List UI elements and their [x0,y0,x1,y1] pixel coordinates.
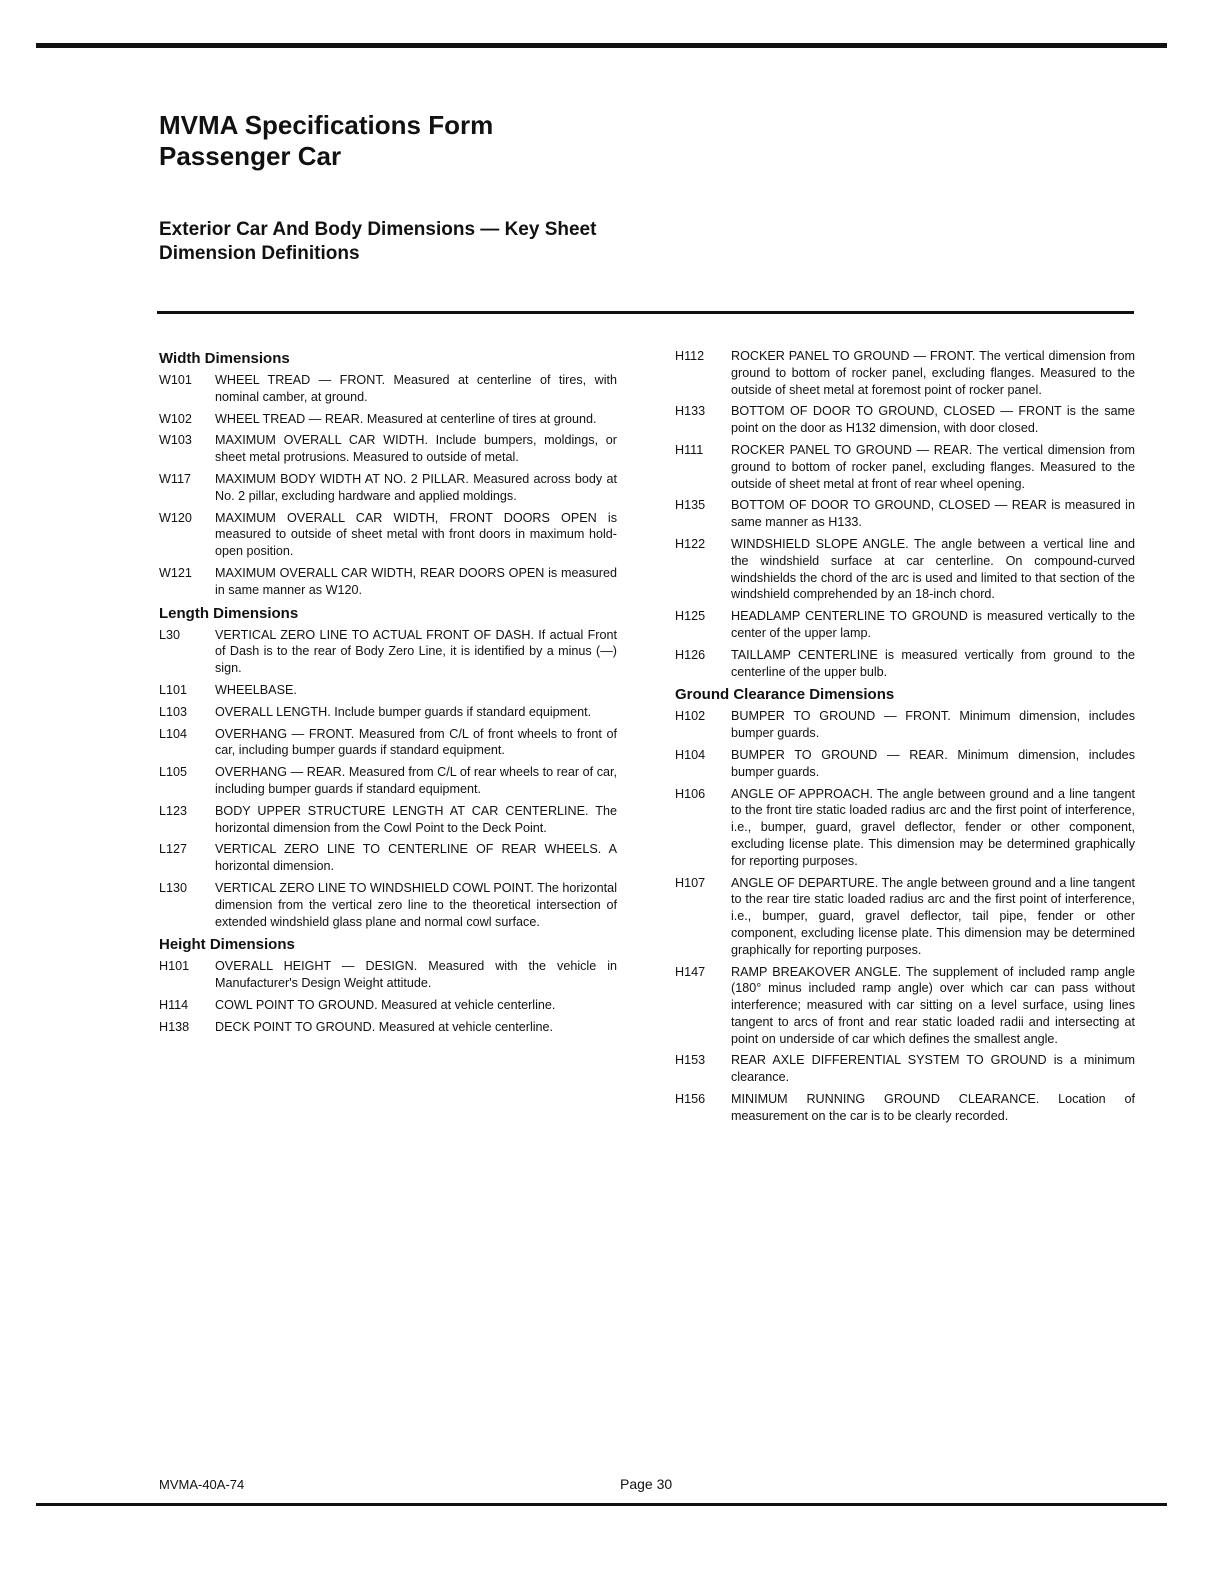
dimension-code: H138 [159,1019,190,1034]
dimension-code: W121 [159,565,192,580]
footer-doc-id: MVMA-40A-74 [159,1477,245,1492]
dimension-code: H125 [675,609,706,624]
dimension-entry [675,536,1135,603]
dimension-definition: COWL POINT TO GROUND. Measured at vehicle centerline. [215,997,556,1012]
dimension-entry [675,1091,1135,1125]
dimension-definition: REAR AXLE DIFFERENTIAL SYSTEM TO GROUND is a minimum clearance. [731,1053,1135,1085]
section-heading: Height Dimensions [159,936,295,954]
title-line-1: MVMA Specifications Form [159,110,494,140]
dimension-code: H122 [675,536,706,551]
dimension-entry [159,1019,617,1036]
dimension-code: H107 [675,875,706,890]
dimension-definition: VERTICAL ZERO LINE TO CENTERLINE OF REAR WHEELS. A horizontal dimension. [215,842,617,874]
section-heading: Length Dimensions [159,604,299,622]
bottom-rule [36,1503,1167,1506]
dimension-code: L30 [159,627,181,642]
dimension-entry [675,647,1135,681]
dimension-definition: WHEEL TREAD — REAR. Measured at centerline of tires at ground. [215,411,597,426]
dimension-entry [159,803,617,837]
dimension-entry [675,747,1135,781]
title-line-2: Passenger Car [159,141,342,171]
dimension-entry [159,471,617,505]
dimension-definition: WHEELBASE. [215,682,297,697]
dimension-entry [159,372,617,406]
subtitle-line-1: Exterior Car And Body Dimensions — Key Sheet [159,219,597,240]
dimension-entry [159,704,617,721]
dimension-definition: ANGLE OF APPROACH. The angle between ground and a line tangent to the front tire static loaded radius arc and the first point of interference, i.e., bumper, guard, gravel deflector, fender or other component, excluding license plate. This dimension may be determined graphically for reporting purposes. [731,786,1135,868]
dimension-code: H104 [675,747,706,762]
dimension-definition: HEADLAMP CENTERLINE TO GROUND is measured vertically to the center of the upper lamp. [731,609,1135,640]
dimension-code: L105 [159,765,188,780]
dimension-definition: MAXIMUM BODY WIDTH AT NO. 2 PILLAR. Measured across body at No. 2 pillar, excluding hardware and applied moldings. [215,471,617,503]
dimension-definition: VERTICAL ZERO LINE TO ACTUAL FRONT OF DASH. If actual Front of Dash is to the rear of Body Zero Line, it is identified by a minus (—) sign. [215,627,617,676]
dimension-entry [159,682,617,699]
dimension-entry [159,958,617,992]
dimension-code: W120 [159,510,192,525]
dimension-code: W117 [159,471,191,486]
dimension-entry [159,627,617,677]
dimension-code: H135 [675,498,706,513]
dimension-entry [675,786,1135,870]
dimension-definition: ROCKER PANEL TO GROUND — REAR. The vertical dimension from ground to bottom of rocker panel, excluding flanges. Measured to the outside of sheet metal at front of rear wheel opening. [731,442,1135,491]
dimension-definition: MAXIMUM OVERALL CAR WIDTH. Include bumpers, moldings, or sheet metal protrusions. Measured to outside of metal. [215,433,617,465]
dimension-code: W102 [159,411,192,426]
dimension-definition: BUMPER TO GROUND — FRONT. Minimum dimension, includes bumper guards. [731,709,1135,741]
dimension-entry [159,997,617,1014]
dimension-definition: OVERHANG — REAR. Measured from C/L of rear wheels to rear of car, including bumper guards if standard equipment. [215,765,617,796]
header-divider [157,311,1134,314]
dimension-code: L130 [159,880,188,895]
dimension-entry [159,510,617,560]
dimension-code: L101 [159,682,188,697]
dimension-definition: BODY UPPER STRUCTURE LENGTH AT CAR CENTERLINE. The horizontal dimension from the Cowl Point to the Deck Point. [215,803,617,835]
dimension-definition: MAXIMUM OVERALL CAR WIDTH, FRONT DOORS OPEN is measured to outside of sheet metal with front doors in maximum hold-open position. [215,510,617,559]
dimension-entry [675,403,1135,437]
dimension-definition: DECK POINT TO GROUND. Measured at vehicle centerline. [215,1019,554,1034]
right-column [675,348,1135,1130]
dimension-code: H126 [675,647,706,662]
dimension-entry [159,432,617,466]
dimension-code: L103 [159,704,188,719]
dimension-definition: BOTTOM OF DOOR TO GROUND, CLOSED — REAR is measured in same manner as H133. [731,498,1135,530]
dimension-entry [159,411,617,428]
dimension-entry [675,708,1135,742]
dimension-definition: WINDSHIELD SLOPE ANGLE. The angle between a vertical line and the windshield surface at car centerline. On compound-curved windshields the chord of the arc is used and limited to that section of the windshield comprehended by an 18-inch chord. [731,536,1135,602]
dimension-code: H111 [675,442,704,457]
dimension-definition: ROCKER PANEL TO GROUND — FRONT. The vertical dimension from ground to bottom of rocker panel, excluding flanges. Measured to the outside of sheet metal at foremost point of rocker panel. [731,349,1135,397]
dimension-code: H101 [159,959,190,974]
dimension-entry [675,1052,1135,1086]
dimension-code: H112 [675,349,705,363]
top-rule [36,43,1167,48]
dimension-entry [675,964,1135,1048]
dimension-entry [159,764,617,798]
dimension-definition: WHEEL TREAD — FRONT. Measured at centerline of tires, with nominal camber, at ground. [215,373,617,404]
dimension-definition: TAILLAMP CENTERLINE is measured vertically from ground to the centerline of the upper bulb. [731,647,1135,679]
dimension-code: H156 [675,1092,706,1107]
dimension-definition: VERTICAL ZERO LINE TO WINDSHIELD COWL POINT. The horizontal dimension from the vertical zero line to the theoretical intersection of extended windshield glass plane and normal cowl surface. [215,880,617,929]
dimension-code: L123 [159,803,188,818]
dimension-definition: RAMP BREAKOVER ANGLE. The supplement of included ramp angle (180° minus included ramp angle) over which car can pass without interference; measured with car sitting on a level surface, using lines tangent to arcs of front and rear static loaded radii and intersecting at point on underside of car which defines the smallest angle. [731,964,1135,1046]
section-heading: Width Dimensions [159,350,290,367]
dimension-entry [675,442,1135,492]
dimension-entry [159,565,617,599]
dimension-definition: BOTTOM OF DOOR TO GROUND, CLOSED — FRONT is the same point on the door as H132 dimension, with door closed. [731,404,1135,436]
dimension-definition: MAXIMUM OVERALL CAR WIDTH, REAR DOORS OPEN is measured in same manner as W120. [215,565,617,597]
dimension-code: H106 [675,786,706,801]
dimension-code: H153 [675,1053,706,1068]
dimension-code: H102 [675,709,706,724]
dimension-definition: OVERALL HEIGHT — DESIGN. Measured with the vehicle in Manufacturer's Design Weight attitude. [215,959,617,991]
dimension-entry [675,348,1135,398]
dimension-entry [675,875,1135,959]
dimension-entry [159,726,617,760]
dimension-definition: ANGLE OF DEPARTURE. The angle between ground and a line tangent to the rear tire static loaded radius arc and the first point of interference, i.e., bumper, guard, gravel deflector, tail pipe, fender or other component, excluding license plate. This dimension may be determined graphically for reporting purposes. [731,875,1135,957]
dimension-entry [675,497,1135,531]
page-title [159,110,493,172]
footer-page-number: Page 30 [620,1476,673,1492]
dimension-code: W101 [159,373,192,387]
dimension-definition: MINIMUM RUNNING GROUND CLEARANCE. Location of measurement on the car is to be clearly recorded. [731,1092,1135,1123]
section-heading: Ground Clearance Dimensions [675,686,895,704]
dimension-code: W103 [159,433,192,448]
dimension-definition: OVERALL LENGTH. Include bumper guards if standard equipment. [215,704,592,719]
dimension-code: H114 [159,997,189,1012]
subtitle-line-2: Dimension Definitions [159,243,360,264]
dimension-code: L104 [159,726,188,741]
dimension-definition: BUMPER TO GROUND — REAR. Minimum dimension, includes bumper guards. [731,747,1135,779]
section-subtitle [159,218,596,266]
left-column [159,348,617,1041]
dimension-code: L127 [159,842,188,857]
dimension-definition: OVERHANG — FRONT. Measured from C/L of front wheels to front of car, including bumper guards if standard equipment. [215,726,617,758]
dimension-entry [159,841,617,875]
dimension-entry [675,608,1135,642]
dimension-code: H147 [675,964,706,979]
dimension-code: H133 [675,404,706,419]
dimension-entry [159,880,617,930]
